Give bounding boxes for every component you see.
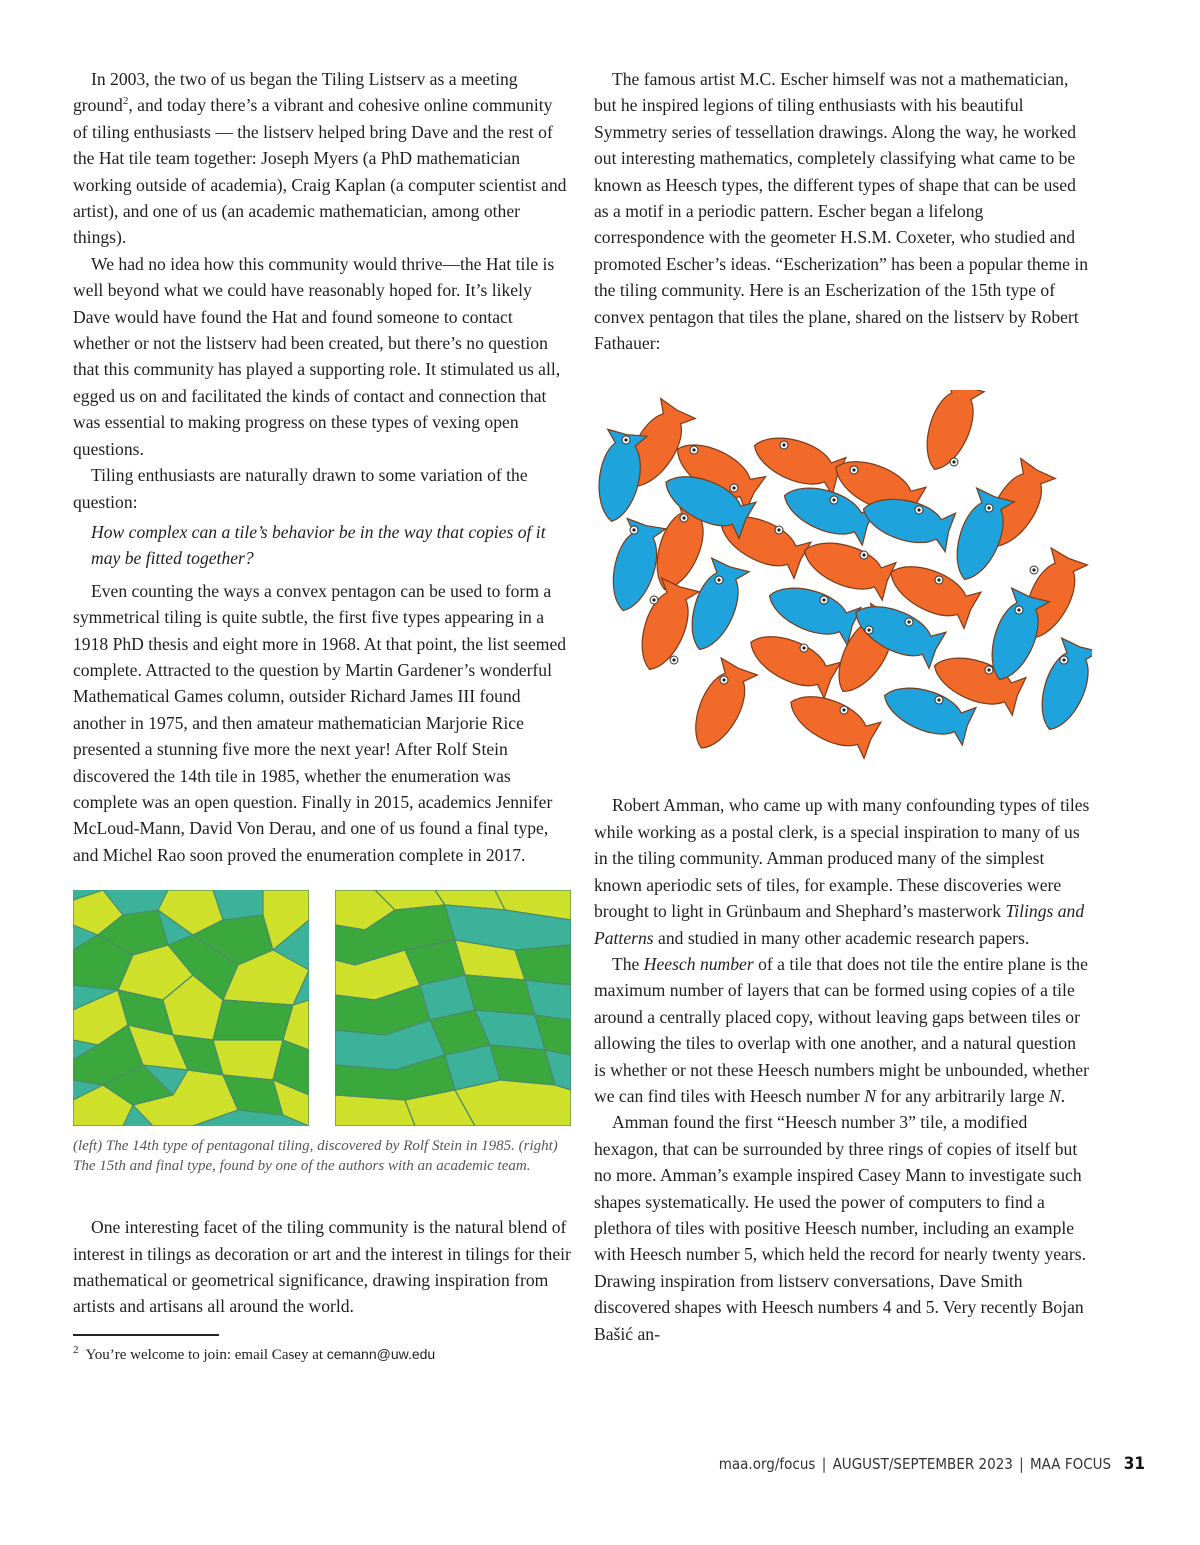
tiling-14th-type-image <box>73 890 309 1126</box>
footer-separator: | <box>821 1455 827 1473</box>
left-column <box>73 66 571 1365</box>
right-column <box>594 66 1092 1347</box>
variable-n: N <box>1049 1085 1061 1106</box>
text-span: The <box>612 953 644 974</box>
footer-separator: | <box>1019 1455 1024 1473</box>
left-paragraph-5: One interesting facet of the tiling community is the natural blend of interest in tilings as decoration or art and the interest in tilings for their mathematical or geometrical significance, drawing inspiration from artists and artisans all around the world. <box>73 1217 571 1317</box>
term-heesch-number: Heesch number <box>643 953 754 974</box>
figure-caption: (left) The 14th type of pentagonal tiling, discovered by Rolf Stein in 1985. (right) The 15th and final type, found by one of the authors with an academic team. <box>73 1138 558 1175</box>
book-title: Tilings and Patterns <box>594 901 1085 948</box>
variable-n: N <box>864 1085 876 1106</box>
question-quote: How complex can a tile’s behavior be in the way that copies of it may be fitted together? <box>91 521 546 569</box>
footnote-email: cemann@uw.edu <box>326 1345 436 1362</box>
text-span: and studied in many other academic research papers. <box>653 927 1030 948</box>
left-paragraph-2: We had no idea how this community would thrive—the Hat tile is well beyond what we could have reasonably hoped for. It’s likely Dave would have found the Hat and found someone to contact whether or not the listserv had been created, but there’s no question that this community has played a supporting role. It stimulated us all, egged us on and facilitated the kinds of contact and connection that was essential to making progress on these types of vexing open questions. <box>73 253 561 459</box>
text-span: for any arbitrarily large <box>875 1085 1050 1106</box>
footer-site: maa.org/focus <box>718 1455 816 1473</box>
page-footer <box>655 1454 1146 1474</box>
left-paragraph-1 <box>73 66 571 251</box>
footnote-text: You’re welcome to join: email Casey at <box>85 1346 327 1363</box>
text-span: of a tile that does not tile the entire plane is the maximum number of layers that can be formed using copies of a tile around a centrally placed copy, without leaving gaps between tiles or allowing the tiles to overlap with one another, and a natural question is whether or not these Heesch numbers might be unbounded, whether we can find tiles with Heesch number <box>594 953 1089 1106</box>
footer-issue: AUGUST/SEPTEMBER 2023 <box>832 1455 1013 1473</box>
footnote <box>73 1344 571 1365</box>
footnote-ref: 2 <box>122 95 129 108</box>
pentagon-tilings-figure <box>73 890 571 1126</box>
tiling-15th-type-image <box>335 890 571 1126</box>
right-paragraph-4: Amman found the first “Heesch number 3” tile, a modified hexagon, that can be surrounded by three rings of copies of itself but no more. Amman’s example inspired Casey Mann to investigate such shapes systematically. He used the power of computers to find a plethora of tiles with positive Heesch number, including an example with Heesch number 5, which held the record for nearly twenty years. Drawing inspiration from listserv conversations, Dave Smith discovered shapes with Heesch numbers 4 and 5. Very recently Bojan Bašić an- <box>594 1112 1086 1344</box>
right-paragraph-3 <box>594 951 1092 1109</box>
footer-magazine: MAA FOCUS <box>1030 1455 1112 1473</box>
footnote-mark: 2 <box>73 1343 79 1356</box>
left-paragraph-4: Even counting the ways a convex pentagon can be used to form a symmetrical tiling is quite subtle, the first five types appearing in a 1918 PhD thesis and eight more in 1968. At that point, the list seemed complete. Attracted to the question by Martin Gardener’s wonderful Mathematical Games column, outsider Richard James III found another in 1975, and then amateur mathematician Marjorie Rice presented a stunning five more the next year! After Rolf Stein discovered the 14th tile in 1985, whether the enumeration was complete was an open question. Finally in 2015, academics Jennifer McLoud-Mann, David Von Derau, and one of us found a final type, and Michel Rao soon proved the enumeration complete in 2017. <box>73 580 567 865</box>
text-span: Robert Amman, who came up with many confounding types of tiles while working as a postal clerk, is a special inspiration to many of us in the tiling community. Amman produced many of the simplest known aperiodic sets of tiles, for example. These discoveries were brought to light in Grünbaum and Shephard’s masterwork <box>594 795 1090 922</box>
text-span: . <box>1060 1085 1066 1106</box>
text-span: , and today there’s a vibrant and cohesive online community of tiling enthusiasts — the listserv helped bring Dave and the rest of the Hat tile team together: Joseph Myers (a PhD mathematician working outside of academia), Craig Kaplan (a computer scientist and artist), and one of us (an academic mathematician, among other things). <box>73 95 567 248</box>
right-paragraph-2 <box>594 792 1092 950</box>
text-span: In 2003, the two of us began the Tiling Listserv as a meeting ground <box>73 69 518 116</box>
left-paragraph-3: Tiling enthusiasts are naturally drawn to some variation of the question: <box>73 465 528 512</box>
escherization-fish-tiling-image <box>594 390 1092 772</box>
page-number: 31 <box>1123 1454 1145 1474</box>
right-paragraph-1: The famous artist M.C. Escher himself was not a mathematician, but he inspired legions of tiling enthusiasts with his beautiful Symmetry series of tessellation drawings. Along the way, he worked out interesting mathematics, completely classifying what came to be known as Heesch types, the different types of shape that can be used as a motif in a periodic pattern. Escher began a lifelong correspondence with the geometer H.S.M. Coxeter, who studied and promoted Escher’s ideas. “Escherization” has been a popular theme in the tiling community. Here is an Escherization of the 15th type of convex pentagon that tiles the plane, shared on the listserv by Robert Fathauer: <box>594 69 1089 354</box>
footnote-divider <box>73 1334 219 1336</box>
